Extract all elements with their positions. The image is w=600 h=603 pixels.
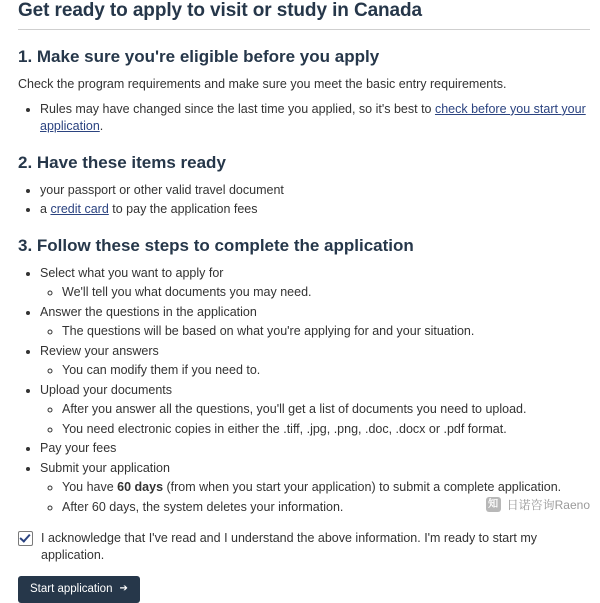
list-item [62,362,590,380]
steps-list [18,265,590,517]
deadline-text-prefix: You have [62,480,118,495]
step-sub-text: We'll tell you what documents you may need. [62,285,312,300]
list-item [40,304,590,341]
passport-item-text: your passport or other valid travel document [40,182,284,197]
start-application-button[interactable] [18,576,140,603]
step-sub-list [40,362,590,380]
step-sub-list [40,284,590,302]
list-item [40,101,590,136]
watermark-text: 日诺咨询Raeno [506,498,590,512]
items-ready-list [18,182,590,219]
deletion-text: After 60 days, the system deletes your information. [62,499,344,514]
acknowledgement-label: I acknowledge that I've read and I understand the above information. I'm ready to start my application. [41,531,538,562]
rules-text-suffix: . [99,119,104,134]
list-item [62,401,590,419]
start-application-label: Start application [30,582,113,595]
step-sub-list [40,323,590,341]
credit-card-link[interactable]: credit card [50,202,109,217]
watermark [486,496,590,513]
rules-text-prefix: Rules may have changed since the last time you applied, so it's best to [40,101,435,116]
list-item [40,343,590,380]
list-item [40,182,590,200]
step-sub-text: After you answer all the questions, you'll get a list of documents you need to upload. [62,402,527,417]
step-label: Answer the questions in the application [40,304,257,319]
list-item [62,479,590,497]
eligibility-lead-text: Check the program requirements and make sure you meet the basic entry requirements. [18,77,507,91]
page-title: Get ready to apply to visit or study in Canada [18,0,590,30]
acknowledgement-checkbox[interactable] [18,531,33,546]
section-heading-items-ready: 2. Have these items ready [18,152,226,172]
credit-card-prefix: a [40,202,51,217]
section-heading-steps: 3. Follow these steps to complete the application [18,235,414,255]
list-item [62,323,590,341]
list-item [62,284,590,302]
list-item [62,421,590,439]
arrow-right-icon: ➔ [119,582,128,594]
section-heading-eligibility: 1. Make sure you're eligible before you apply [18,47,380,66]
list-item [40,440,590,458]
step-label: Upload your documents [40,382,173,397]
list-item [40,265,590,302]
step-sub-text: You can modify them if you need to. [62,363,261,378]
eligibility-bullet-list [18,101,590,136]
list-item [40,201,590,219]
step-sub-text: You need electronic copies in either the .tiff, .jpg, .png, .doc, .docx or .pdf format. [62,421,507,436]
deadline-text-suffix: (from when you start your application) to submit a complete application. [163,480,562,495]
check-before-you-start-link[interactable]: check before you start your application [40,101,586,134]
step-label: Select what you want to apply for [40,265,224,280]
list-item [40,382,590,439]
step-sub-list [40,401,590,438]
step-label: Review your answers [40,343,159,358]
acknowledgement-row[interactable] [18,530,590,563]
step-label: Submit your application [40,460,170,475]
step-sub-text: The questions will be based on what you're applying for and your situation. [62,324,475,339]
zhihu-logo-icon: 知 [486,497,501,512]
credit-card-suffix: to pay the application fees [108,202,258,217]
deadline-days: 60 days [117,480,164,495]
step-label: Pay your fees [40,441,117,456]
